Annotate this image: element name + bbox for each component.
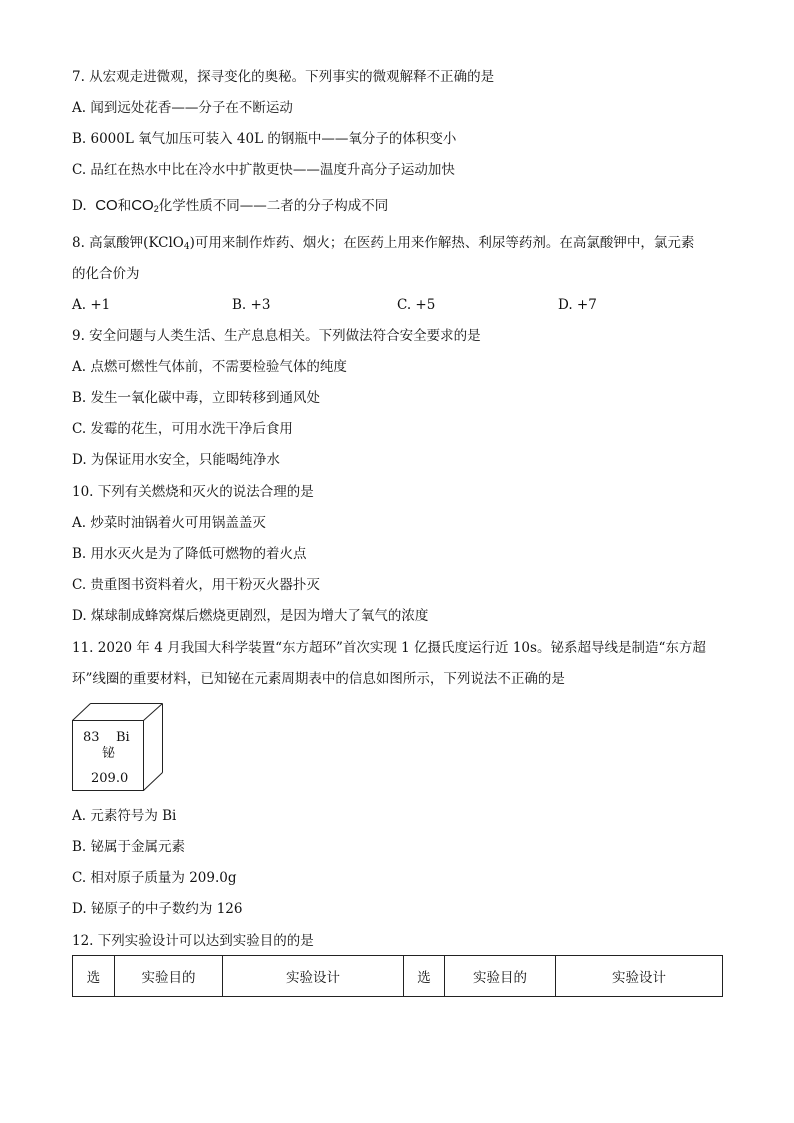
q7-d-and: 和 (117, 198, 132, 214)
q7-option-c: C. 品红在热水中比在冷水中扩散更快——温度升高分子运动加快 (72, 162, 455, 178)
q7-d-co2: $CO_2$ (131, 197, 159, 214)
q11-option-b: B. 铋属于金属元素 (72, 839, 186, 855)
element-symbol: Bi (116, 730, 130, 745)
element-name: 铋 (102, 746, 116, 761)
q10-option-d: D. 煤球制成蜂窝煤后燃烧更剧烈，是因为增大了氧气的浓度 (72, 608, 429, 624)
q11-stem-line1: 11. 2020 年 4 月我国大科学装置“东方超环”首次实现 1 亿摄氏度运行近 10s。铋系超导线是制造“东方超 (72, 640, 706, 656)
periodic-element-card (72, 703, 164, 791)
q9-option-a: A. 点燃可燃性气体前，不需要检验气体的纯度 (72, 359, 347, 375)
q7-option-d (72, 196, 388, 219)
q8-stem-line2: 的化合价为 (72, 266, 140, 282)
q12-stem: 12. 下列实验设计可以达到实验目的的是 (72, 933, 314, 949)
experiment-table (72, 955, 723, 997)
table-header-cell: 选 (404, 956, 445, 997)
q10-stem: 10. 下列有关燃烧和灭火的说法合理的是 (72, 484, 314, 500)
table-header-row (73, 956, 723, 997)
q10-option-a: A. 炒菜时油锅着火可用锅盖盖灭 (72, 515, 266, 531)
q9-option-d: D. 为保证用水安全，只能喝纯净水 (72, 452, 280, 468)
q8-option-c: C. +5 (397, 297, 436, 313)
q7-option-b: B. 6000L 氧气加压可装入 40L 的钢瓶中——氧分子的体积变小 (72, 131, 457, 147)
q11-option-a: A. 元素符号为 Bi (72, 808, 177, 824)
q9-stem: 9. 安全问题与人类生活、生产息息相关。下列做法符合安全要求的是 (72, 328, 481, 344)
q10-option-b: B. 用水灭火是为了降低可燃物的着火点 (72, 546, 307, 562)
q8-option-b: B. +3 (232, 297, 271, 313)
q8-stem-line1: 8. 高氯酸钾(KClO$_4$)可用来制作炸药、烟火；在医药上用来作解热、利尿等药剂。在高氯酸钾中，氯元素 (72, 235, 695, 252)
q7-option-a: A. 闻到远处花香——分子在不断运动 (72, 100, 293, 116)
table-header-cell: 实验设计 (556, 956, 723, 997)
table-header-cell: 实验目的 (115, 956, 223, 997)
q8-option-a: A. +1 (72, 297, 111, 313)
q7-d-co: CO (95, 197, 118, 214)
table-header-cell: 实验目的 (445, 956, 556, 997)
table-header-cell: 实验设计 (223, 956, 404, 997)
q8-option-d: D. +7 (558, 297, 597, 313)
q7-stem: 7. 从宏观走进微观，探寻变化的奥秘。下列事实的微观解释不正确的是 (72, 69, 495, 85)
table-header-cell: 选 (73, 956, 115, 997)
q11-option-c: C. 相对原子质量为 209.0g (72, 870, 237, 886)
q11-option-d: D. 铋原子的中子数约为 126 (72, 901, 243, 917)
q11-stem-line2: 环”线圈的重要材料，已知铋在元素周期表中的信息如图所示，下列说法不正确的是 (72, 671, 565, 687)
q9-option-c: C. 发霉的花生，可用水洗干净后食用 (72, 421, 293, 437)
q8-options (72, 295, 732, 315)
element-atomic-number: 83 (83, 730, 100, 745)
q9-option-b: B. 发生一氧化碳中毒，立即转移到通风处 (72, 390, 321, 406)
q7-d-prefix: D. (72, 198, 96, 214)
q7-d-rest: 化学性质不同——二者的分子构成不同 (158, 198, 389, 214)
element-atomic-mass: 209.0 (91, 771, 129, 786)
q10-option-c: C. 贵重图书资料着火，用干粉灭火器扑灭 (72, 577, 320, 593)
